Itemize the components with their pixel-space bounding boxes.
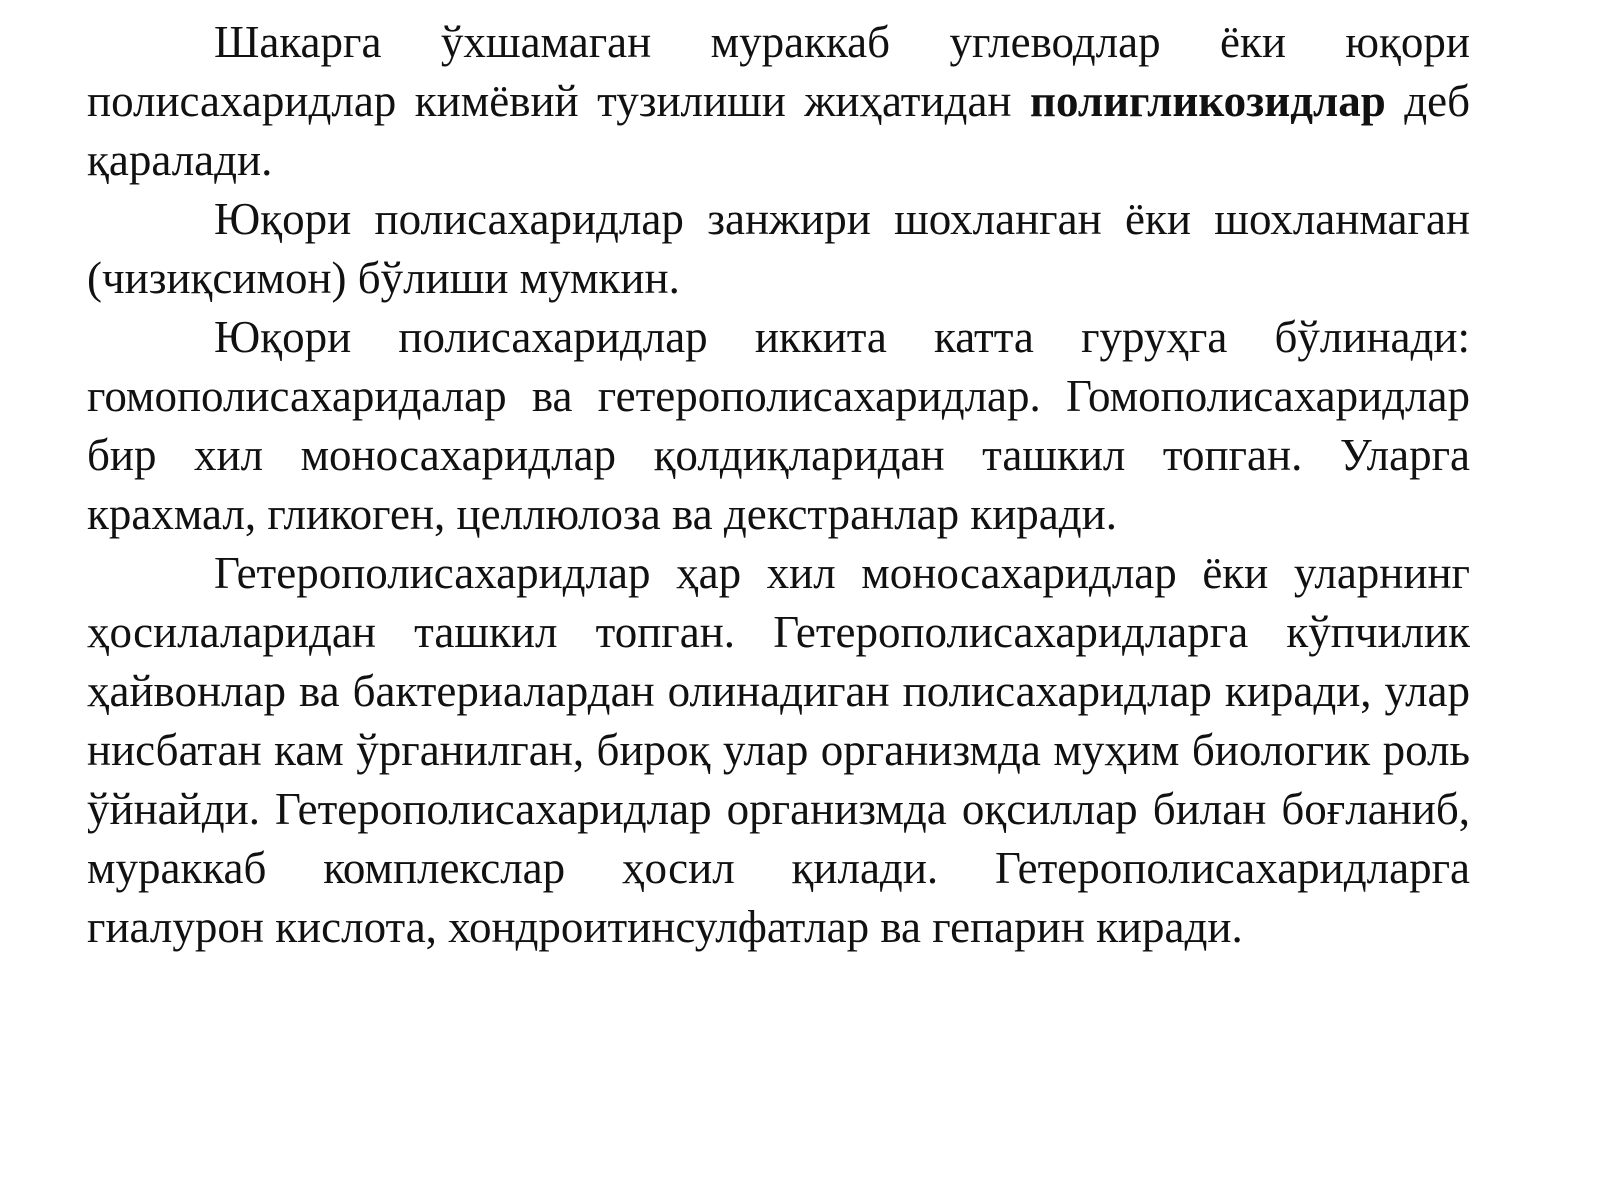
term-polyglycosides: полигликозидлар [1030,76,1386,126]
paragraph-homopolysaccharides: Юқори полисахаридлар иккита катта гуруҳга бўлинади: гомополисахаридалар ва гетерополисахаридлар. Гомополисахаридлар бир хил моносахаридлар қолдиқларидан ташкил топган. Уларга крахмал, гликоген, целлюлоза ва декстранлар киради. [87,312,1470,539]
paragraph-1-tail: деб қаралади. [87,76,1471,185]
paragraph-1-text: Шакарга ўхшамаган мураккаб углеводлар ёки юқори полисахаридлар кимёвий тузилиши жиҳатидан [87,17,1470,126]
paragraph-heteropolysaccharides: Гетерополисахаридлар ҳар хил моносахаридлар ёки уларнинг ҳосилаларидан ташкил топган. Гетерополисахаридларга кўпчилик ҳайвонлар ва бактериалардан олинадиган полисахаридлар киради, улар нисбатан кам ўрганилган, бироқ улар организмда муҳим биологик роль ўйнайди. Гетерополисахаридлар организмда оқсиллар билан боғланиб, мураккаб комплекслар ҳосил қилади. Гетерополисахаридларга гиалурон кислота, хондроитинсулфатлар ва гепарин киради. [87,548,1470,952]
paragraph-polyglycosides [87,13,1470,190]
paragraph-branching: Юқори полисахаридлар занжири шохланган ёки шохланмаган (чизиқсимон) бўлиши мумкин. [87,194,1470,303]
